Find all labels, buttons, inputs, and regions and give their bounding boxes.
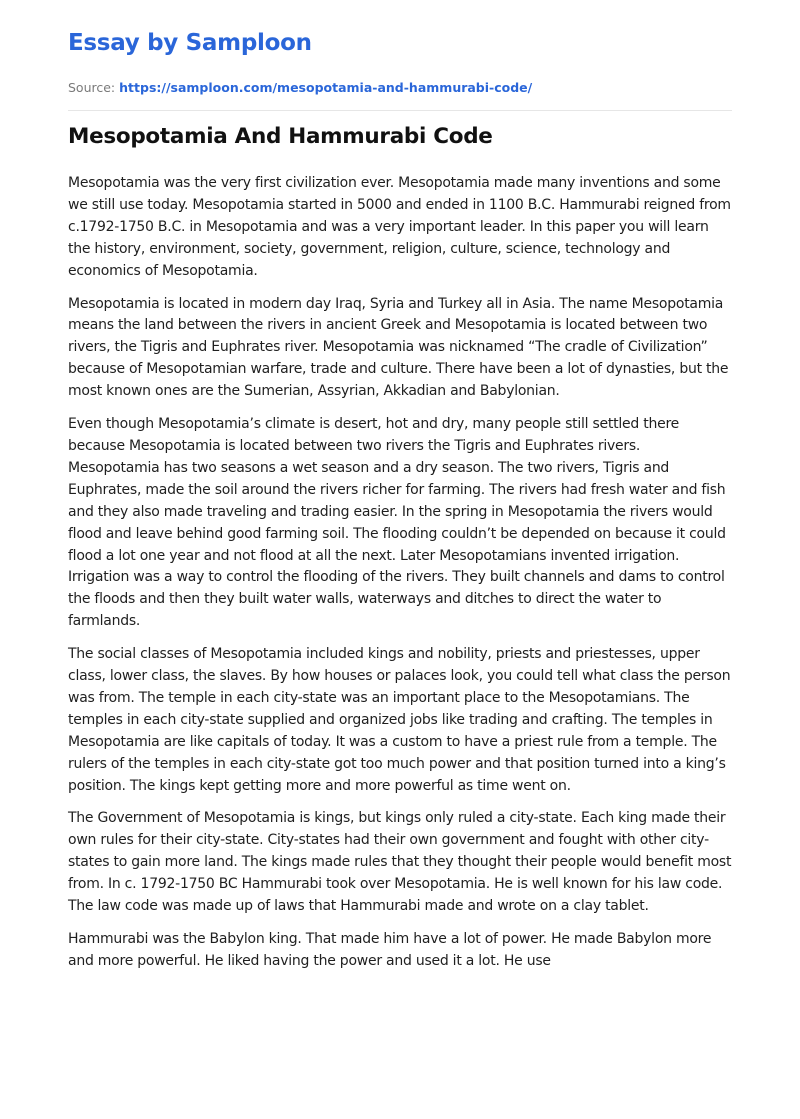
source-line xyxy=(68,80,532,95)
source-label: Source: xyxy=(68,80,116,95)
header-divider xyxy=(68,110,732,111)
essay-body xyxy=(68,173,732,984)
paragraph: Even though Mesopotamia’s climate is desert, hot and dry, many people still settled there because Mesopotamia is located between two rivers the Tigris and Euphrates rivers. Mesopotamia has two seasons a wet season and a dry season. The two rivers, Tigris and Euphrates, made the soil around the rivers richer for farming. The rivers had fresh water and fish and they also made traveling and trading easier. In the spring in Mesopotamia the rivers would flood and leave behind good farming soil. The flooding couldn’t be depended on because it could flood a lot one year and not flood at all the next. Later Mesopotamians invented irrigation. Irrigation was a way to control the flooding of the rivers. They built channels and dams to control the floods and then they built water walls, waterways and ditches to direct the water to farmlands. xyxy=(68,416,726,630)
source-link[interactable]: https://samploon.com/mesopotamia-and-hammurabi-code/ xyxy=(119,80,533,95)
essay-title: Mesopotamia And Hammurabi Code xyxy=(68,124,493,149)
paragraph: The Government of Mesopotamia is kings, but kings only ruled a city-state. Each king made their own rules for their city-state. City-states had their own government and fought with other city-states to gain more land. The kings made rules that they thought their people would benefit most from. In c. 1792-1750 BC Hammurabi took over Mesopotamia. He is well known for his law code. The law code was made up of laws that Hammurabi made and wrote on a clay tablet. xyxy=(68,810,732,915)
paragraph: Hammurabi was the Babylon king. That made him have a lot of power. He made Babylon more and more powerful. He liked having the power and used it a lot. He use xyxy=(68,931,712,969)
site-brand[interactable]: Essay by Samploon xyxy=(68,30,312,56)
paragraph: The social classes of Mesopotamia included kings and nobility, priests and priestesses, upper class, lower class, the slaves. By how houses or palaces look, you could tell what class the person was from. The temple in each city-state was an important place to the Mesopotamians. The temples in each city-state supplied and organized jobs like trading and crafting. The temples in Mesopotamia are like capitals of today. It was a custom to have a priest rule from a temple. The rulers of the temples in each city-state got too much power and that position turned into a king’s position. The kings kept getting more and more powerful as time went on. xyxy=(68,646,731,794)
paragraph: Mesopotamia was the very first civilization ever. Mesopotamia made many inventions and some we still use today. Mesopotamia started in 5000 and ended in 1100 B.C. Hammurabi reigned from c.1792-1750 B.C. in Mesopotamia and was a very important leader. In this paper you will learn the history, environment, society, government, religion, culture, science, technology and economics of Mesopotamia. xyxy=(68,175,731,279)
paragraph: Mesopotamia is located in modern day Iraq, Syria and Turkey all in Asia. The name Mesopotamia means the land between the rivers in ancient Greek and Mesopotamia is located between two rivers, the Tigris and Euphrates river. Mesopotamia was nicknamed “The cradle of Civilization” because of Mesopotamian warfare, trade and culture. There have been a lot of dynasties, but the most known ones are the Sumerian, Assyrian, Akkadian and Babylonian. xyxy=(68,295,729,400)
